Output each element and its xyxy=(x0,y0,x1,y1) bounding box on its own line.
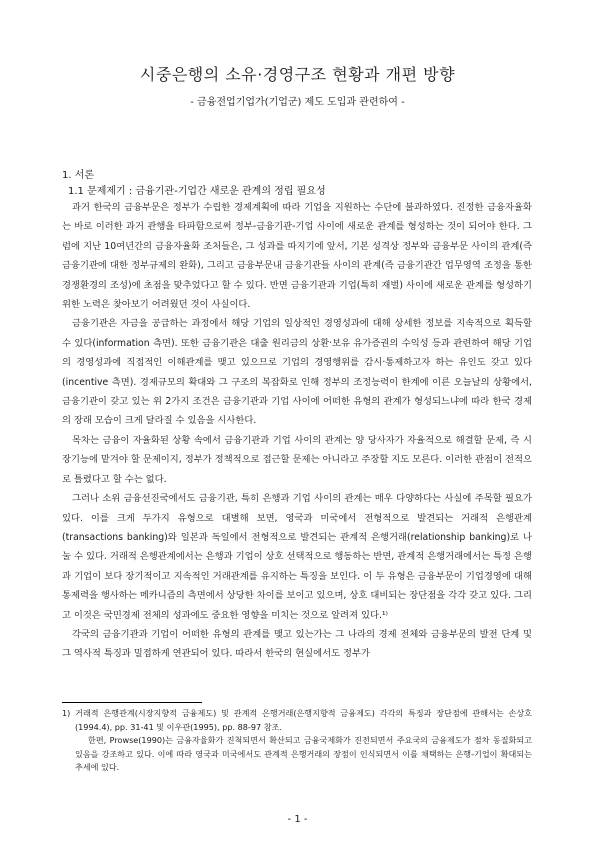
footnote-1: 1) 거래적 은행관계(시장지향적 금융제도) 및 관계적 은행거래(은행지향적 금융제도) 각각의 특징과 장단점에 관해서는 손상호(1994.4), pp. 31-41 및 이우관(1995), pp. 88-97 참조. xyxy=(62,708,532,732)
paragraph: 각국의 금융기관과 기업이 어떠한 유형의 관계를 맺고 있는가는 그 나라의 경제 전체와 금융부문의 발전 단계 및 그 역사적 특징과 밀접하게 연관되어 있다. 따라서 한국의 현실에서도 정부가 xyxy=(62,628,532,660)
paragraph: 과거 한국의 금융부문은 정부가 수립한 경제계획에 따라 기업을 지원하는 수단에 불과하였다. 진정한 금융자율화는 바로 이러한 과거 관행을 타파함으로써 정부-금융기관-기업 사이에 새로운 관계를 형성하는 것이 되어야 한다. 그럼에 지난 10여년간의 금융자율화 조처들은, 그 성과를 따지기에 앞서, 기본 성격상 정부와 금융부문 사이의 관계(즉 금융기관에 대한 정부규제의 완화), 그리고 금융부문내 금융기관들 사이의 관계(즉 금융기관간 업무영역 조정을 통한 경쟁환경의 조성)에 초점을 맞추었다고 할 수 있다. 반면 금융기관과 기업(특히 재벌) 사이에 새로운 관계를 형성하기 위한 노력은 찾아보기 어려웠던 것이 사실이다. xyxy=(62,202,532,311)
subsection-heading: 1.1 문제제기 : 금융기관-기업간 새로운 관계의 정립 필요성 xyxy=(68,186,326,197)
document-subtitle: - 금융전업기업가(기업군) 제도 도입과 관련하여 - xyxy=(190,97,405,108)
footnote-divider xyxy=(62,702,202,703)
page-number: - 1 - xyxy=(287,814,308,825)
footnote-1-continued: 한편, Prowse(1990)는 금융자율화가 진척되면서 확산되고 금융국제화가 진전되면서 주요국의 금융제도가 점차 동질화되고 있음을 강조하고 있다. 이에 따라 영국과 미국에서도 관계적 은행거래의 장점이 인식되면서 이를 채택하는 은행-기업이 확대되는 추세에 있다. xyxy=(75,735,532,772)
paragraph: 목차는 금융이 자율화된 상황 속에서 금융기관과 기업 사이의 관계는 양 당사자가 자율적으로 해결할 문제, 즉 시장기능에 맡겨야 할 문제이지, 정부가 정책적으로 접근할 문제는 아니라고 주장할 지도 모른다. 이러한 관점이 전적으로 틀렸다고 할 수는 없다. xyxy=(62,434,532,485)
body-text xyxy=(62,198,532,664)
document-title: 시중은행의 소유·경영구조 현황과 개편 방향 xyxy=(139,65,456,84)
footnote xyxy=(62,707,532,775)
paragraph: 그러나 소위 금융선진국에서도 금융기관, 특히 은행과 기업 사이의 관계는 매우 다양하다는 사실에 주목할 필요가 있다. 이를 크게 두가지 유형으로 대별해 보면, 영국과 미국에서 전형적으로 발견되는 거래적 은행관계(transactions banking)와 일본과 독일에서 전형적으로 발견되는 관계적 은행거래(relationship banking)로 나눌 수 있다. 거래적 은행관계에서는 은행과 기업이 상호 선택적으로 행동하는 반면, 관계적 은행거래에서는 특정 은행과 기업이 보다 장기적이고 지속적인 거래관계를 유지하는 특징을 보인다. 이 두 유형은 금융부문이 기업경영에 대해 통제력을 행사하는 메카니즘의 측면에서 상당한 차이를 보이고 있으며, 상호 대비되는 장단점을 각각 갖고 있다. 그리고 이것은 국민경제 전체의 성과에도 중요한 영향을 미치는 것으로 알려져 있다.¹⁾ xyxy=(62,493,532,621)
section-heading: 1. 서론 xyxy=(62,170,95,181)
paragraph: 금융기관은 자금을 공급하는 과정에서 해당 기업의 일상적인 경영성과에 대해 상세한 정보를 지속적으로 획득할 수 있다(information 측면). 또한 금융기관은 대출 원리금의 상환·보유 유가증권의 수익성 등과 관련하여 해당 기업의 경영성과에 직접적인 이해관계를 맺고 있으므로 기업의 경영행위를 감시·통제하고자 하는 유인도 갖고 있다(incentive 측면). 경제규모의 확대와 그 구조의 복잡화로 인해 정부의 조정능력이 한계에 이른 오늘날의 상황에서, 금융기관이 갖고 있는 위 2가지 조건은 금융기관과 기업 사이에 어떠한 유형의 관계가 형성되느냐에 따라 한국 경제의 장래 모습이 크게 달라질 수 있음을 시사한다. xyxy=(62,318,532,427)
